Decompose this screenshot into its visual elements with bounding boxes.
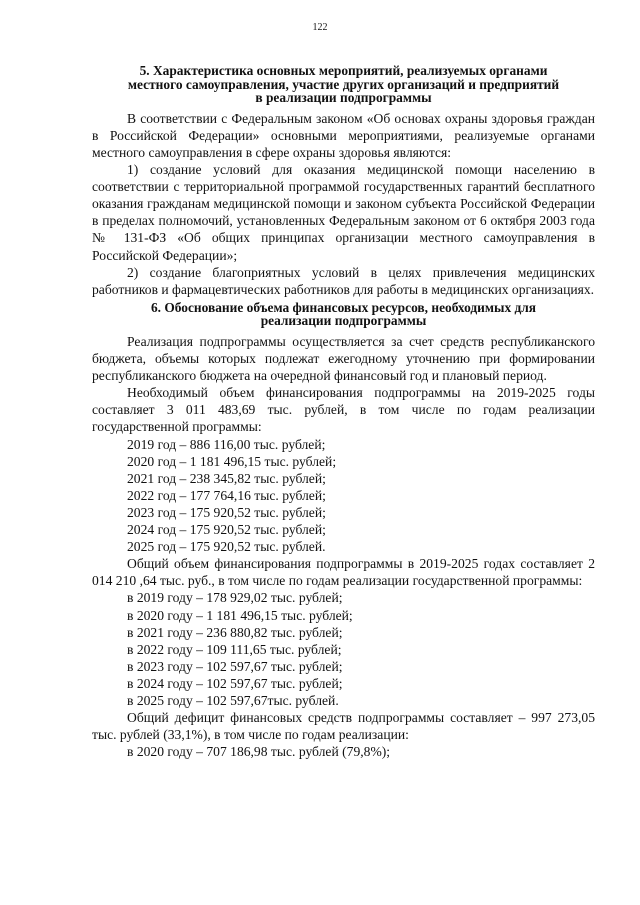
section-6-paragraph-3: Общий объем финансирования подпрограммы в 2019-2025 годах составляет 2 014 210 ,64 тыс. руб., в том числе по годам реализации государственной программы: (92, 556, 595, 589)
section-5-item-2: 2) создание благоприятных условий в целях привлечения медицинских работников и фармацевтических работников для работы в медицинских организациях. (92, 264, 595, 297)
year-line: 2021 год – 238 345,82 тыс. рублей; (127, 470, 326, 486)
section-6-heading (92, 301, 595, 328)
required-funding-by-year (92, 436, 595, 556)
section-6-paragraph-4: Общий дефицит финансовых средств подпрограммы составляет – 997 273,05 тыс. рублей (33,1%), в том числе по годам реализации: (92, 710, 595, 743)
year-line: в 2025 году – 102 597,67тыс. рублей. (127, 692, 339, 708)
section-6-paragraph-2: Необходимый объем финансирования подпрограммы на 2019-2025 годы составляет 3 011 483,69 тыс. рублей, в том числе по годам реализации государственной программы: (92, 385, 595, 435)
year-line: 2025 год – 175 920,52 тыс. рублей. (127, 539, 326, 555)
heading-line: в реализации подпрограммы (255, 90, 432, 106)
year-line: в 2023 году – 102 597,67 тыс. рублей; (127, 658, 343, 674)
deficit-by-year (92, 743, 595, 760)
heading-line: 5. Характеристика основных мероприятий, реализуемых органами (139, 63, 548, 78)
year-line: 2020 год – 1 181 496,15 тыс. рублей; (127, 453, 337, 469)
section-5-heading (92, 64, 595, 105)
year-line: 2024 год – 175 920,52 тыс. рублей; (127, 522, 326, 538)
year-line: в 2020 году – 1 181 496,15 тыс. рублей; (127, 607, 353, 623)
page-number: 122 (312, 22, 328, 33)
document-body (92, 64, 595, 760)
total-funding-by-year (92, 589, 595, 709)
year-line: 2019 год – 886 116,00 тыс. рублей; (127, 436, 326, 452)
heading-line: реализации подпрограммы (260, 313, 427, 329)
year-line: в 2021 году – 236 880,82 тыс. рублей; (127, 624, 343, 640)
year-line: в 2019 году – 178 929,02 тыс. рублей; (127, 590, 343, 606)
section-5-item-1: 1) создание условий для оказания медицинской помощи населению в соответствии с территориальной программой государственных гарантий бесплатного оказания гражданам медицинской помощи и законом субъекта Российской Федерации в пределах полномочий, установленных Федеральным законом от 6 октября 2003 года № 131-ФЗ «Об общих принципах организации местного самоуправления в Российской Федерации»; (92, 162, 595, 263)
year-line: в 2024 году – 102 597,67 тыс. рублей; (127, 675, 343, 691)
section-6-paragraph-1: Реализация подпрограммы осуществляется за счет средств республиканского бюджета, объемы которых подлежат ежегодному уточнению при формировании республиканского бюджета на очередной финансовый год и плановый период. (92, 334, 595, 384)
year-line: в 2020 году – 707 186,98 тыс. рублей (79,8%); (127, 744, 391, 760)
year-line: в 2022 году – 109 111,65 тыс. рублей; (127, 641, 342, 657)
heading-line: 6. Обоснование объема финансовых ресурсов, необходимых для (150, 299, 537, 315)
year-line: 2023 год – 175 920,52 тыс. рублей; (127, 504, 326, 520)
year-line: 2022 год – 177 764,16 тыс. рублей; (127, 487, 326, 503)
section-5-intro: В соответствии с Федеральным законом «Об основах охраны здоровья граждан в Российской Федерации» основными мероприятиями, реализуемые органами местного самоуправления в сфере охраны здоровья являются: (92, 110, 595, 160)
heading-line: местного самоуправления, участие других организаций и предприятий (127, 76, 560, 92)
